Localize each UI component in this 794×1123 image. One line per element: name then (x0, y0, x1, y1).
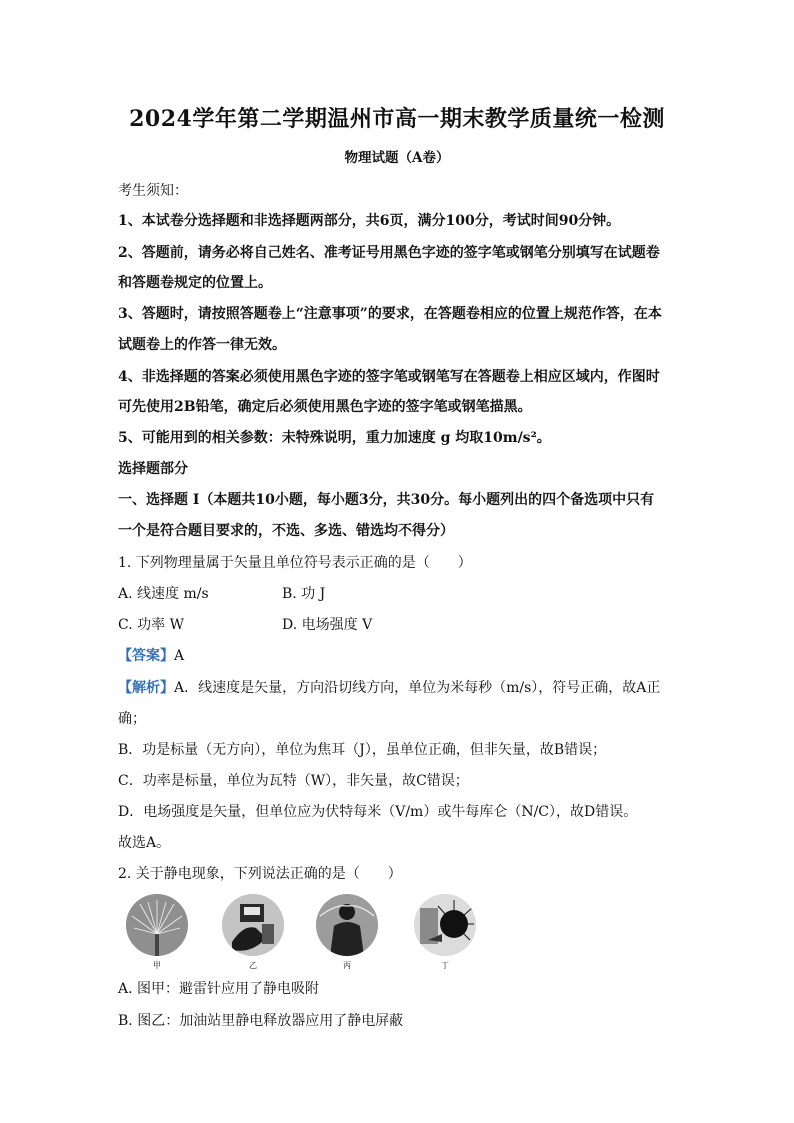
notice-item: 可先使用2B铅笔，确定后必须使用黑色字迹的签字笔或钢笔描黑。 (118, 399, 532, 415)
analysis-tag: 【解析】 (118, 680, 174, 696)
analysis-line: 确； (118, 711, 146, 727)
figure-caption: 丙 (343, 961, 351, 970)
q1-option-b: B. 功 J (282, 586, 326, 602)
analysis-line: 故选A。 (118, 835, 171, 851)
figure-yi-image (222, 894, 284, 956)
q1-option-d: D. 电场强度 V (282, 617, 373, 633)
figure-ding-image (414, 894, 476, 956)
part1-instructions: 一、选择题 I（本题共10小题，每小题3分，共30分。每小题列出的四个备选项中只有 (118, 492, 655, 508)
figure-caption: 乙 (249, 961, 257, 970)
answer-value: A (174, 648, 185, 664)
q2-option-a: A. 图甲：避雷针应用了静电吸附 (118, 981, 320, 997)
figure-caption: 丁 (441, 961, 449, 970)
notice-heading: 考生须知： (118, 183, 188, 199)
analysis-line: B．功是标量（无方向），单位为焦耳（J），虽单位正确，但非矢量，故B错误； (118, 742, 607, 758)
question-1-stem: 1. 下列物理量属于矢量且单位符号表示正确的是（ ） (118, 555, 472, 571)
notice-item: 2、答题前，请务必将自己姓名、准考证号用黑色字迹的签字笔或钢笔分别填写在试题卷 (118, 245, 660, 261)
analysis-line: A．线速度是矢量，方向沿切线方向，单位为米每秒（m/s），符号正确，故A正 (174, 680, 661, 696)
figure-caption: 甲 (153, 961, 161, 970)
q2-figure-row (126, 894, 486, 974)
section-heading: 选择题部分 (118, 461, 188, 477)
notice-item: 和答题卷规定的位置上。 (118, 275, 272, 291)
notice-item: 试题卷上的作答一律无效。 (118, 337, 286, 353)
analysis-line: C．功率是标量，单位为瓦特（W），非矢量，故C错误； (118, 773, 469, 789)
notice-item: 3、答题时，请按照答题卷上“注意事项”的要求，在答题卷相应的位置上规范作答，在本 (118, 306, 662, 322)
q1-option-c: C. 功率 W (118, 617, 184, 633)
q1-answer (118, 645, 678, 665)
figure-bing-image (316, 894, 378, 956)
figure-jia-image (126, 894, 188, 956)
page-title: 2024学年第二学期温州市高一期末教学质量统一检测 (129, 106, 665, 132)
analysis-line: D．电场强度是矢量，但单位应为伏特每米（V/m）或牛每库仑（N/C），故D错误。 (118, 804, 638, 820)
question-2-stem: 2. 关于静电现象，下列说法正确的是（ ） (118, 866, 402, 882)
part1-instructions: 一个是符合题目要求的，不选、多选、错选均不得分） (118, 523, 454, 539)
q1-option-a: A. 线速度 m/s (118, 586, 209, 602)
page-subtitle: 物理试题（A卷） (344, 150, 450, 166)
notice-item: 5、可能用到的相关参数：未特殊说明，重力加速度 g 均取10m/s²。 (118, 430, 551, 446)
q1-analysis (118, 677, 678, 697)
answer-tag: 【答案】 (118, 648, 174, 664)
notice-item: 1、本试卷分选择题和非选择题两部分，共6页，满分100分，考试时间90分钟。 (118, 213, 621, 229)
q2-option-b: B. 图乙：加油站里静电释放器应用了静电屏蔽 (118, 1013, 404, 1029)
notice-item: 4、非选择题的答案必须使用黑色字迹的签字笔或钢笔写在答题卷上相应区域内，作图时 (118, 369, 660, 385)
